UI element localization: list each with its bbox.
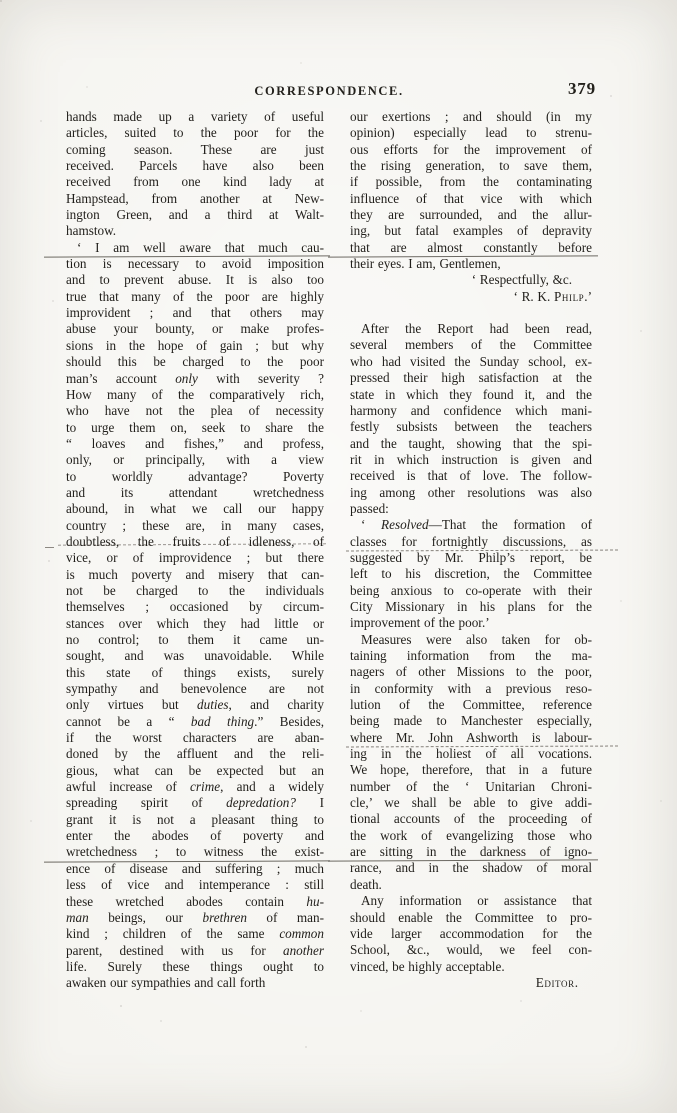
text-line: being made to Manchester especially, (350, 713, 592, 729)
text-line: opinion) especially lead to strenu- (350, 125, 592, 141)
text-line: awful increase of crime, and a widely (66, 779, 324, 795)
text-line: these wretched abodes contain hu- (66, 893, 324, 909)
text-line: if possible, from the contaminating (350, 174, 592, 190)
text-line: School, &c., would, we feel con- (350, 942, 592, 958)
text-line: hamstow. (66, 223, 117, 239)
page-number: 379 (568, 79, 596, 98)
text-line: rit in which instruction is given and (350, 451, 592, 467)
text-line: tional accounts of the proceeding of (350, 811, 592, 827)
text-line: lution of the Committee, reference (350, 697, 592, 713)
text-line: state in which they found it, and the (350, 386, 592, 402)
text-line: vide larger accommodation for the (350, 925, 592, 941)
text-line: if the worst characters are aban- (66, 730, 324, 746)
text-line: suggested by Mr. Philp’s report, be (350, 549, 592, 565)
text-line: no control; to them it came un- (66, 632, 324, 647)
text-line: to urge them on, seek to share the (66, 419, 324, 435)
text-line: taining information from the ma- (350, 648, 592, 663)
text-line: who have not the plea of necessity (66, 403, 324, 419)
text-line: influence of that vice with which (350, 190, 592, 206)
text-line: ‘ Resolved—That the formation of (361, 517, 592, 533)
text-line: awaken our sympathies and call forth (66, 975, 266, 991)
pencil-margin-mark (45, 547, 54, 548)
text-line: cannot be a “ bad thing.” Besides, (66, 713, 324, 729)
text-line: Measures were also taken for ob- (361, 631, 592, 647)
text-line: and its attendant wretchedness (66, 484, 324, 500)
text-line: “ loaves and fishes,” and profess, (66, 435, 324, 451)
text-line: true that many of the poor are highly (66, 288, 324, 304)
text-line: ‘ R. K. Philp.’ (513, 288, 592, 304)
text-line: should enable the Committee to pro- (350, 909, 592, 925)
text-line: nagers of other Missions to the poor, (350, 664, 592, 680)
text-line: We hope, therefore, that in a future (350, 762, 592, 778)
text-line: articles, suited to the poor for the (66, 125, 324, 141)
text-line: abound, in what we call our happy (66, 501, 324, 517)
text-line: spreading spirit of depredation? I (66, 795, 324, 811)
text-line: their eyes. I am, Gentlemen, (350, 256, 501, 272)
text-line: received. Parcels have also been (66, 158, 324, 174)
text-line: this state of things exists, surely (66, 664, 324, 680)
text-line: Any information or assistance that (361, 893, 592, 909)
text-line: parent, destined with us for another (66, 942, 324, 958)
text-line: cle,’ we shall be able to give addi- (350, 795, 592, 811)
text-line: ing in the holiest of all vocations. (350, 746, 592, 762)
paragraph (66, 240, 324, 992)
text-line: sions in the hope of gain ; but why (66, 337, 324, 353)
text-line: man’s account only with severity ? (66, 370, 324, 386)
text-line: wretchedness ; to witness the exist- (66, 844, 324, 860)
text-line: coming season. These are just (66, 141, 324, 157)
text-line: life. Surely these things ought to (66, 958, 324, 974)
text-line: enter the abodes of poverty and (66, 828, 324, 844)
text-line: vinced, be highly acceptable. (350, 958, 505, 974)
text-line: they are surrounded, and the allur- (350, 207, 592, 223)
text-line: rance, and in the shadow of moral (350, 860, 592, 876)
text-line: is much poverty and misery that can- (66, 566, 324, 582)
text-line: the rising generation, to save them, (350, 158, 592, 174)
text-line: ‘ Respectfully, &c. (471, 272, 572, 288)
text-line: ing among other resolutions was also (350, 484, 592, 500)
paragraph (350, 109, 592, 305)
text-line: ous efforts for the improvement of (350, 141, 592, 157)
text-line: death. (350, 876, 382, 892)
text-line: to worldly advantage? Poverty (66, 468, 324, 484)
right-column (350, 109, 592, 992)
text-line: tion is necessary to avoid imposition (66, 256, 324, 272)
text-line: our exertions ; and should (in my (350, 109, 592, 124)
text-line: hands made up a variety of useful (66, 109, 324, 124)
left-column (66, 109, 324, 992)
text-line: and to prevent abuse. It is also too (66, 272, 324, 288)
text-line: Hampstead, from another at New- (66, 190, 324, 206)
text-line: should this be charged to the poor (66, 354, 324, 370)
text-line: gious, what can be expected but an (66, 762, 324, 778)
text-line: improvident ; and that others may (66, 305, 324, 321)
text-line: doned by the affluent and the reli- (66, 746, 324, 762)
text-line: pressed their high satisfaction at the (350, 370, 592, 386)
text-line: classes for fortnightly discussions, as (350, 533, 592, 549)
text-line: ‘ I am well aware that much cau- (66, 240, 324, 256)
text-line: festly subsists between the teachers (350, 419, 592, 435)
text-line: not be charged to the individuals (66, 582, 324, 598)
text-line: kind ; children of the same common (66, 926, 324, 942)
paragraph (350, 632, 592, 894)
text-line: sought, and was unavoidable. While (66, 648, 324, 664)
text-line: themselves ; occasioned by circum- (66, 599, 324, 615)
text-columns (66, 109, 592, 992)
text-line: ing, but fatal examples of depravity (350, 223, 592, 239)
text-line: ington Green, and a third at Walt- (66, 207, 324, 223)
text-line: harmony and confidence which mani- (350, 402, 592, 418)
text-line: number of the ‘ Unitarian Chroni- (350, 778, 592, 794)
text-line: country ; these are, in many cases, (66, 517, 324, 533)
text-line: and the taught, showing that the spi- (350, 435, 592, 451)
text-line: in conformity with a previous reso- (350, 680, 592, 696)
text-line: stances over which they had little or (66, 615, 324, 631)
text-line: grant it is not a pleasant thing to (66, 811, 324, 827)
paragraph (66, 109, 324, 240)
text-line: only, or principally, with a view (66, 452, 324, 468)
text-line: After the Report had been read, (361, 321, 592, 337)
text-line: man beings, our brethren of man- (66, 909, 324, 925)
text-line: who had visited the Sunday school, ex- (350, 353, 592, 369)
text-line: passed: (350, 500, 389, 516)
text-line: received from one kind lady at (66, 174, 324, 190)
text-line: being anxious to co-operate with their (350, 582, 592, 598)
text-line: less of vice and intemperance : still (66, 877, 324, 893)
paragraph (350, 321, 592, 517)
paragraph (350, 517, 592, 631)
running-head: CORRESPONDENCE. (254, 84, 404, 98)
text-line: received is that of love. The follow- (350, 468, 592, 484)
paragraph (350, 893, 592, 991)
text-line: are sitting in the darkness of igno- (350, 844, 592, 860)
text-line: the work of evangelizing those who (350, 827, 592, 843)
text-line: that are almost constantly before (350, 239, 592, 255)
text-line: abuse your bounty, or make profes- (66, 321, 324, 337)
text-line: only virtues but duties, and charity (66, 697, 324, 713)
text-line: doubtless, the fruits of idleness, of (66, 533, 324, 549)
text-line: several members of the Committee (350, 337, 592, 353)
text-line: City Missionary in his plans for the (350, 598, 592, 614)
text-line: improvement of the poor.’ (350, 615, 490, 631)
text-line: Editor. (535, 974, 578, 990)
text-line: vice, or of improvidence ; but there (66, 550, 324, 566)
text-line: left to his discretion, the Committee (350, 566, 592, 582)
text-line: ence of disease and suffering ; much (66, 860, 324, 876)
text-line: where Mr. John Ashworth is labour- (350, 729, 592, 745)
text-line: How many of the comparatively rich, (66, 386, 324, 402)
text-line: sympathy and benevolence are not (66, 681, 324, 697)
